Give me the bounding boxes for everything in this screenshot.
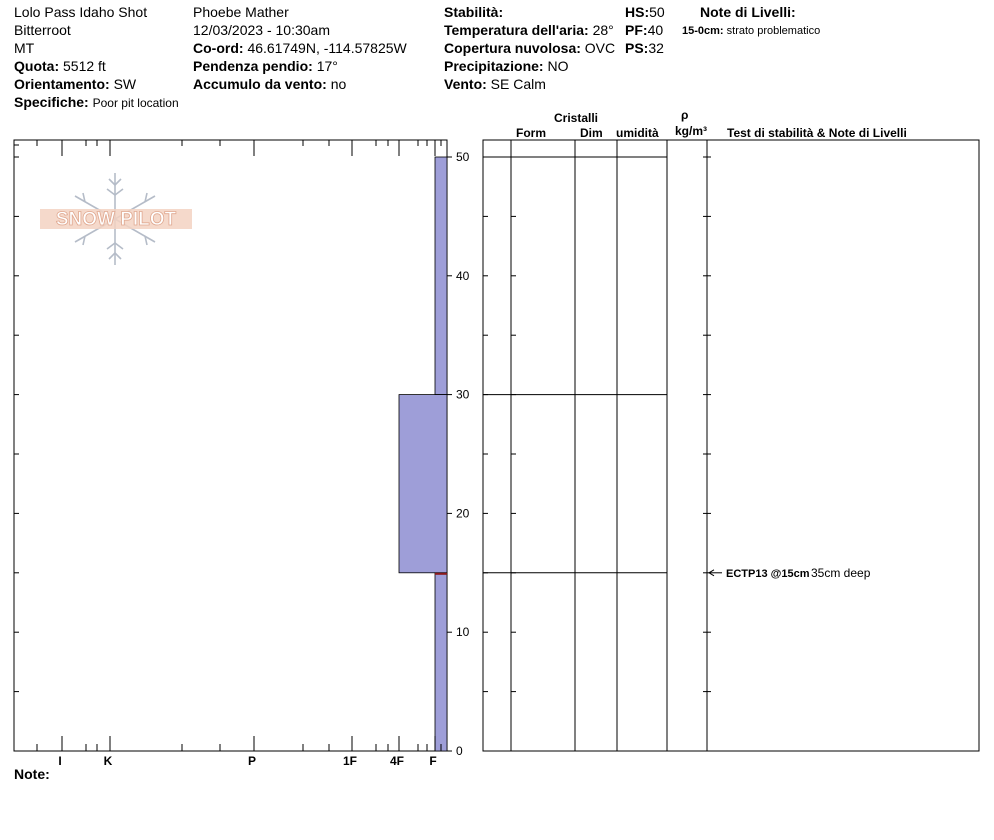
y-tick-label: 30 bbox=[456, 387, 470, 402]
data-table-frame bbox=[483, 140, 979, 751]
hs-value: 50 bbox=[649, 4, 665, 20]
location-name: Lolo Pass Idaho Shot bbox=[14, 4, 148, 20]
form-header: Form bbox=[516, 126, 546, 140]
specifics-value: Poor pit location bbox=[92, 96, 179, 110]
slope-value: 17° bbox=[316, 58, 338, 74]
hardness-layer-bar bbox=[435, 573, 447, 751]
density-unit-header: kg/m³ bbox=[675, 124, 708, 138]
elevation-label: Quota: bbox=[14, 58, 60, 74]
wind-label: Vento: bbox=[444, 76, 487, 92]
hardness-plot-frame bbox=[14, 140, 447, 751]
wind-value: SE Calm bbox=[490, 76, 546, 92]
wind-loading-value: no bbox=[330, 76, 347, 92]
hs-label: HS: bbox=[625, 4, 650, 20]
notes-label: Note: bbox=[14, 766, 50, 782]
cloud-label: Copertura nuvolosa: bbox=[444, 40, 581, 56]
wind-loading-label: Accumulo da vento: bbox=[193, 76, 327, 92]
air-temp-label: Temperatura dell'aria: bbox=[444, 22, 589, 38]
hardness-layer-bar bbox=[399, 395, 447, 573]
test-code: ECTP13 @15cm bbox=[726, 567, 810, 580]
precip-label: Precipitazione: bbox=[444, 58, 544, 74]
hardness-layer-bar bbox=[435, 157, 447, 395]
specifics-label: Specifiche: bbox=[14, 94, 89, 110]
moisture-header: umidità bbox=[616, 126, 659, 140]
x-tick-label: 1F bbox=[342, 754, 358, 768]
layer-note-text: strato problematico bbox=[726, 25, 821, 37]
rho-header: ρ bbox=[681, 108, 689, 122]
dim-header: Dim bbox=[580, 126, 603, 140]
x-tick-label: 4F bbox=[389, 754, 405, 768]
test-note: 35cm deep bbox=[811, 565, 871, 580]
x-tick-label: F bbox=[429, 754, 437, 768]
precip-value: NO bbox=[547, 58, 569, 74]
y-tick-label: 0 bbox=[456, 744, 463, 758]
y-tick-label: 40 bbox=[456, 268, 470, 283]
x-tick-label: P bbox=[247, 754, 257, 768]
elevation-value: 5512 ft bbox=[63, 58, 106, 74]
x-tick-label: K bbox=[103, 754, 113, 768]
stability-test-annotation bbox=[709, 566, 871, 580]
y-tick-label: 20 bbox=[456, 506, 470, 521]
observation-datetime: 12/03/2023 - 10:30am bbox=[193, 22, 330, 38]
air-temp-value: 28° bbox=[592, 22, 614, 38]
mountain-range: Bitterroot bbox=[14, 22, 71, 38]
slope-label: Pendenza pendio: bbox=[193, 58, 313, 74]
pf-label: PF: bbox=[625, 22, 648, 38]
watermark-text: SNOW PILOT bbox=[55, 209, 177, 230]
layer-notes-title: Note di Livelli: bbox=[700, 4, 796, 20]
stability-label: Stabilità: bbox=[444, 4, 504, 20]
coords-label: Co-ord: bbox=[193, 40, 244, 56]
y-tick-label: 10 bbox=[456, 625, 470, 640]
coords-value: 46.61749N, -114.57825W bbox=[247, 40, 407, 56]
cloud-value: OVC bbox=[584, 40, 616, 56]
ps-label: PS: bbox=[625, 40, 649, 56]
ps-value: 32 bbox=[648, 40, 664, 56]
crystals-header: Cristalli bbox=[554, 111, 599, 125]
observer-name: Phoebe Mather bbox=[193, 4, 289, 20]
y-tick-label: 50 bbox=[456, 150, 470, 164]
state: MT bbox=[14, 40, 35, 56]
x-tick-label: I bbox=[58, 754, 62, 768]
aspect-value: SW bbox=[113, 76, 137, 92]
aspect-label: Orientamento: bbox=[14, 76, 110, 92]
tests-header: Test di stabilità & Note di Livelli bbox=[727, 126, 907, 140]
pf-value: 40 bbox=[647, 22, 664, 38]
layer-note-depth: 15-0cm: bbox=[682, 25, 724, 37]
